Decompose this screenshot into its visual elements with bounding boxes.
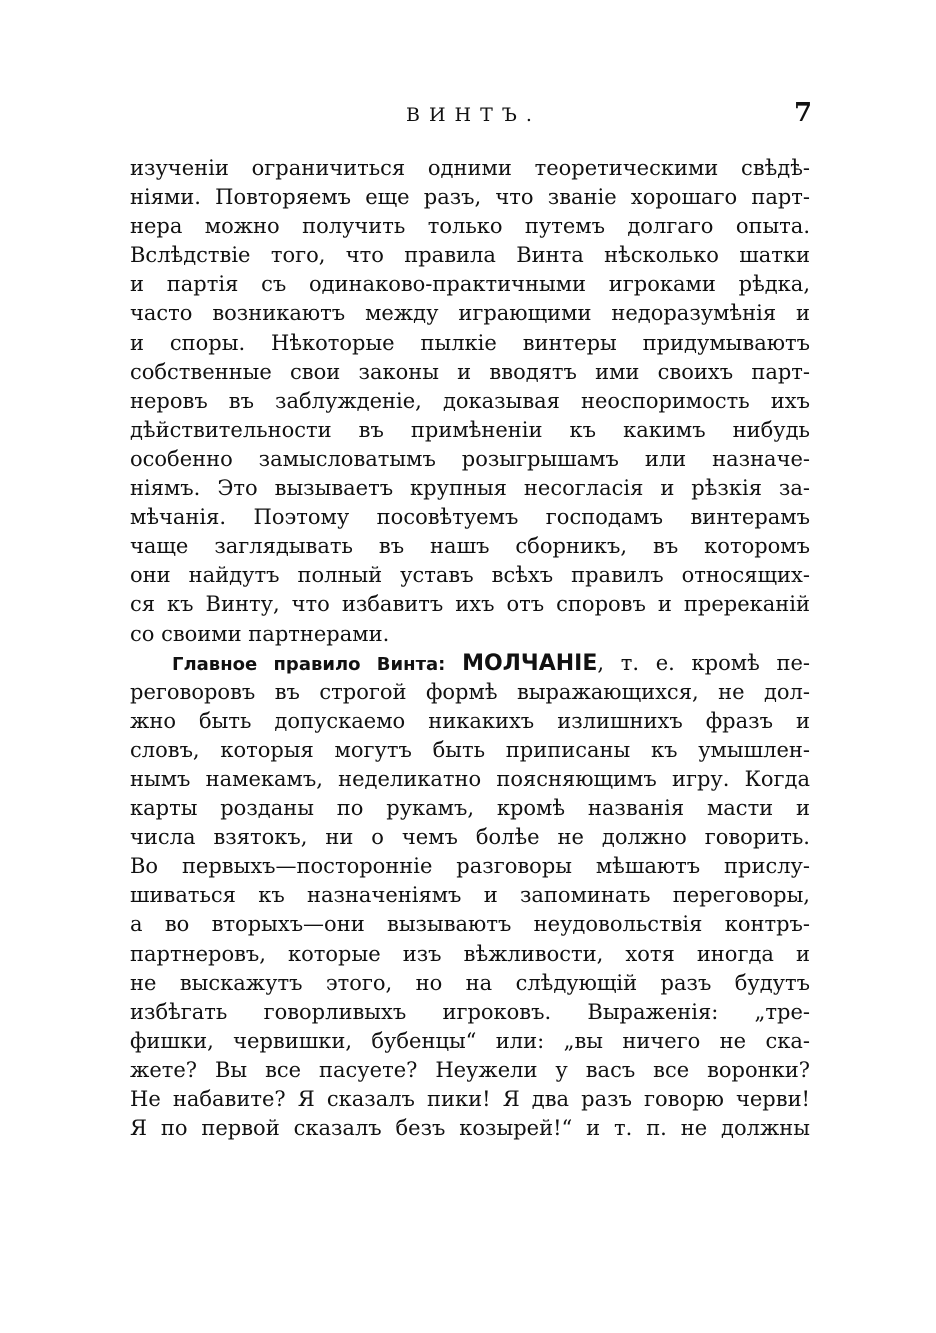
text-line: чаще заглядывать въ нашъ сборникъ, въ которомъ — [130, 534, 810, 559]
text-line: избѣгать говорливыхъ игроковъ. Выраженія: „тре- — [130, 999, 810, 1024]
text-fragment: , т. е. кромѣ пе- — [597, 650, 810, 675]
text-line: Я по первой сказалъ безъ козырей!“ и т. п. не должны — [130, 1116, 810, 1141]
text-line: Не набавите? Я сказалъ пики! Я два разъ говорю черви! — [130, 1087, 810, 1111]
text-line: ніямъ. Это вызываетъ крупныя несогласія и рѣзкія за- — [130, 476, 810, 501]
text-line: особенно замысловатымъ розыгрышамъ или назначе- — [130, 446, 810, 471]
text-line-first — [130, 649, 810, 678]
text-line: изученіи ограничиться одними теоретическими свѣдѣ- — [130, 156, 810, 180]
text-line: со своими партнерами. — [130, 621, 390, 646]
text-line: мѣчанія. Поэтому посовѣтуемъ господамъ винтерамъ — [130, 505, 810, 530]
text-line: ніями. Повторяемъ еще разъ, что званіе хорошаго парт- — [130, 185, 810, 210]
text-line: и партія съ одинаково-практичными игроками рѣдка, — [130, 272, 810, 297]
text-line: не выскажутъ этого, но на слѣдующій разъ будутъ — [130, 970, 810, 995]
running-title: ВИНТЪ. — [406, 104, 541, 126]
text-line: дѣйствительности въ примѣненіи къ какимъ нибудь — [130, 417, 810, 442]
body-text — [130, 154, 810, 1143]
text-line: собственные свои законы и вводятъ ими своихъ парт- — [130, 359, 810, 384]
text-line: Вслѣдствіе того, что правила Винта нѣсколько шатки — [130, 243, 810, 268]
text-line: реговоровъ въ строгой формѣ выражающихся, не дол- — [130, 679, 810, 704]
text-line: карты розданы по рукамъ, кромѣ названія масти и — [130, 796, 810, 821]
text-line: а во вторыхъ—они вызываютъ неудовольствія контръ- — [130, 912, 810, 937]
text-line: часто возникаютъ между играющими недоразумѣнія и — [130, 301, 810, 326]
text-line: шиваться къ назначеніямъ и запоминать переговоры, — [130, 883, 810, 908]
text-line: нера можно получить только путемъ долгаго опыта. — [130, 214, 810, 239]
paragraph — [130, 154, 810, 649]
page-number: 7 — [794, 98, 813, 128]
text-line: они найдутъ полный уставъ всѣхъ правилъ относящих- — [130, 563, 810, 588]
text-line: числа взятокъ, ни о чемъ болѣе не должно говорить. — [130, 825, 810, 850]
text-line: Во первыхъ—посторонніе разговоры мѣшаютъ прислу- — [130, 854, 810, 879]
text-line: жно быть допускаемо никакихъ излишнихъ фразъ и — [130, 708, 810, 733]
running-head — [0, 98, 936, 138]
text-line: неровъ въ заблужденіе, доказывая неоспоримость ихъ — [130, 388, 810, 413]
paragraph-lead-in: Главное правило Винта: — [172, 653, 446, 675]
paragraph — [130, 649, 810, 1144]
emphasized-word: МОЛЧАНІЕ — [462, 650, 598, 676]
text-line: и споры. Нѣкоторые пылкіе винтеры придумываютъ — [130, 330, 810, 355]
text-line: партнеровъ, которые изъ вѣжливости, хотя иногда и — [130, 941, 810, 966]
text-line: словъ, которыя могутъ быть приписаны къ умышлен- — [130, 737, 810, 762]
text-line: фишки, червишки, бубенцы“ или: „вы ничего не ска- — [130, 1028, 810, 1053]
text-line: нымъ намекамъ, неделикатно поясняющимъ игру. Когда — [130, 766, 810, 791]
text-line: жете? Вы все пасуете? Неужели у васъ все воронки? — [130, 1057, 810, 1082]
text-line: ся къ Винту, что избавитъ ихъ отъ споровъ и пререканій — [130, 592, 810, 617]
